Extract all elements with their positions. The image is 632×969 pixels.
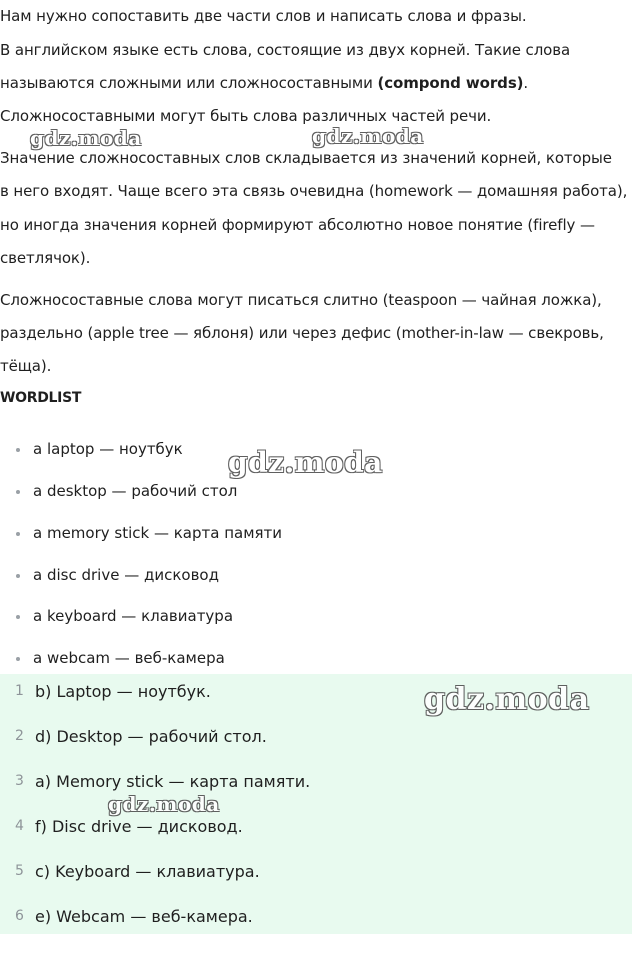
watermark: gdz.moda <box>228 446 383 479</box>
text-bold-term: (compond words) <box>377 74 524 92</box>
list-item-text: a laptop — ноутбук <box>33 440 183 458</box>
intro-paragraph-2-line-1: В английском языке есть слова, состоящие из двух корней. Такие слова <box>0 41 571 59</box>
answer-text: c) Keyboard — клавиатура. <box>35 862 260 881</box>
intro-paragraph-4-line-1: Значение сложносоставных слов складывается из значений корней, которые <box>0 149 612 167</box>
list-item-text: a disc drive — дисковод <box>33 566 219 584</box>
answer-text: b) Laptop — ноутбук. <box>35 682 211 701</box>
wordlist-heading: WORDLIST <box>0 390 82 406</box>
bullet-icon <box>16 657 20 661</box>
intro-paragraph-2-line-2 <box>0 74 528 92</box>
answer-text: d) Desktop — рабочий стол. <box>35 727 267 746</box>
watermark: gdz.moda <box>108 792 220 816</box>
bullet-icon <box>16 448 20 452</box>
list-item-text: a webcam — веб-камера <box>33 649 225 667</box>
intro-paragraph-4-line-3: но иногда значения корней формируют абсолютно новое понятие (firefly — <box>0 216 595 234</box>
intro-paragraph-4-line-2: в него входят. Чаще всего эта связь очевидна (homework — домашняя работа), <box>0 182 628 200</box>
answer-text: a) Memory stick — карта памяти. <box>35 772 311 791</box>
list-item-text: a desktop — рабочий стол <box>33 482 238 500</box>
bullet-icon <box>16 490 20 494</box>
line-number: 2 <box>15 728 24 744</box>
list-item-text: a keyboard — клавиатура <box>33 607 234 625</box>
watermark: gdz.moda <box>30 126 142 150</box>
intro-paragraph-5-line-2: раздельно (apple tree — яблоня) или через дефис (mother-in-law — свекровь, <box>0 324 604 342</box>
bullet-icon <box>16 532 20 536</box>
line-number: 1 <box>15 683 24 699</box>
answer-text: e) Webcam — веб-камера. <box>35 907 253 926</box>
line-number: 5 <box>15 863 24 879</box>
text-normal: называются сложными или сложносоставными <box>0 74 378 92</box>
line-number: 3 <box>15 773 24 789</box>
watermark: gdz.moda <box>312 124 424 148</box>
intro-paragraph-1: Нам нужно сопоставить две части слов и написать слова и фразы. <box>0 7 527 25</box>
intro-paragraph-5-line-1: Сложносоставные слова могут писаться слитно (teaspoon — чайная ложка), <box>0 291 602 309</box>
intro-paragraph-4-line-4: светлячок). <box>0 249 91 267</box>
bullet-icon <box>16 615 20 619</box>
line-number: 6 <box>15 908 24 924</box>
answer-text: f) Disc drive — дисковод. <box>35 817 243 836</box>
bullet-icon <box>16 574 20 578</box>
text-period: . <box>523 74 529 92</box>
list-item-text: a memory stick — карта памяти <box>33 524 283 542</box>
watermark: gdz.moda <box>424 682 590 717</box>
intro-paragraph-5-line-3: тёща). <box>0 357 52 375</box>
intro-paragraph-3: Сложносоставными могут быть слова различных частей речи. <box>0 107 492 125</box>
line-number: 4 <box>15 818 24 834</box>
